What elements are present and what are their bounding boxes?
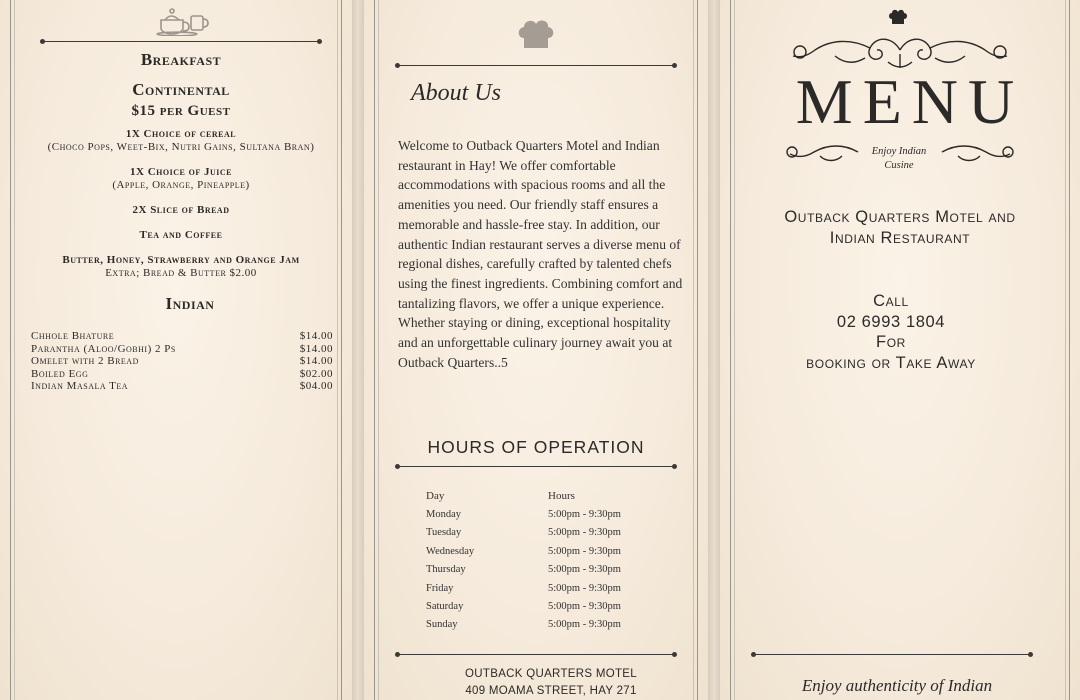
hours-time: 5:00pm - 9:30pm bbox=[548, 601, 621, 613]
hours-day: Saturday bbox=[426, 601, 464, 613]
breakfast-item-title: Butter, Honey, Strawberry and Orange Jam bbox=[62, 254, 300, 266]
breakfast-item-title: 1X Choice of cereal bbox=[125, 128, 237, 140]
tea-set-icon bbox=[155, 0, 209, 36]
about-body: Welcome to Outback Quarters Motel and Indian restaurant in Hay! We offer comfortable accommodations with spacious rooms and all the amenities you need. Our friendly staff ensures a memorable and hassle-free stay. In addition, our authentic Indian restaurant serves a diverse menu of regional dishes, carefully crafted by talented chefs using the finest ingredients. Combining comfort and tantalizing flavors, we offer a unique experience. Whether staying or dining, exceptional hospitality and an unforgettable culinary journey await you at Outback Quarters..5 bbox=[398, 138, 683, 370]
breakfast-item-title: 1X Choice of Juice bbox=[130, 166, 232, 178]
hours-time: 5:00pm - 9:30pm bbox=[548, 527, 621, 539]
chef-hat-icon bbox=[888, 9, 908, 25]
menu-item-price: $14.00 bbox=[299, 355, 333, 367]
hours-time: 5:00pm - 9:30pm bbox=[548, 582, 621, 594]
hours-table bbox=[426, 487, 646, 634]
breakfast-item-title: Tea and Coffee bbox=[139, 229, 223, 241]
table-row bbox=[426, 597, 646, 615]
top-divider bbox=[42, 41, 320, 42]
address-line2: 409 MOAMA STREET, HAY 271 bbox=[465, 685, 637, 697]
breakfast-item bbox=[0, 128, 362, 154]
hours-day: Friday bbox=[426, 582, 454, 594]
fold-shadow bbox=[352, 0, 364, 700]
table-row bbox=[426, 616, 646, 634]
breakfast-item bbox=[0, 254, 362, 280]
breakfast-item bbox=[0, 166, 362, 192]
bottom-divider bbox=[397, 654, 675, 655]
menu-item bbox=[31, 343, 333, 356]
about-heading: About Us bbox=[411, 80, 501, 106]
tagline-line1: Enjoy Indian bbox=[871, 146, 927, 157]
enjoy-text: Enjoy authenticity of Indian bbox=[801, 676, 993, 695]
menu-item bbox=[31, 368, 333, 381]
breakfast-item-detail: (Apple, Orange, Pineapple) bbox=[112, 179, 250, 191]
hours-heading: HOURS OF OPERATION bbox=[427, 437, 645, 457]
indian-menu-list bbox=[31, 330, 333, 393]
phone-number: 02 6993 1804 bbox=[836, 313, 946, 331]
call-label: Call bbox=[873, 292, 909, 310]
restaurant-name-line1: Outback Quarters Motel and bbox=[784, 208, 1016, 226]
hours-day: Sunday bbox=[426, 619, 458, 631]
col-day-header: Day bbox=[426, 490, 445, 503]
menu-title: MENU bbox=[795, 66, 1025, 137]
table-row bbox=[426, 561, 646, 579]
menu-item bbox=[31, 380, 333, 393]
menu-item bbox=[31, 355, 333, 368]
indian-heading: Indian bbox=[165, 294, 215, 313]
menu-item-price: $04.00 bbox=[299, 380, 333, 392]
breakfast-item-detail: (Choco Pops, Weet-Bix, Nutri Gains, Sultana Bran) bbox=[47, 141, 315, 153]
cover-panel bbox=[720, 0, 1080, 700]
table-row bbox=[426, 542, 646, 560]
breakfast-item-detail: Extra; Bread & Butter $2.00 bbox=[105, 267, 257, 279]
bottom-divider bbox=[753, 654, 1031, 655]
menu-item-price: $14.00 bbox=[299, 342, 333, 355]
address-line1: OUTBACK QUARTERS MOTEL bbox=[465, 668, 637, 680]
hours-day: Monday bbox=[426, 509, 461, 521]
table-row bbox=[426, 505, 646, 523]
breakfast-item-title: 2X Slice of Bread bbox=[132, 204, 230, 216]
menu-item-name: Omelet with 2 Bread bbox=[31, 355, 139, 367]
menu-item-price: $02.00 bbox=[299, 367, 333, 380]
tagline-line2: Cusine bbox=[884, 160, 914, 171]
menu-item-name: Parantha (Aloo/Gobhi) 2 Ps bbox=[31, 342, 176, 355]
booking-label: booking or Take Away bbox=[806, 354, 976, 372]
menu-item-price: $14.00 bbox=[299, 330, 333, 342]
menu-item bbox=[31, 330, 333, 343]
hours-day: Wednesday bbox=[426, 545, 475, 557]
hours-header-row bbox=[426, 487, 646, 505]
hours-time: 5:00pm - 9:30pm bbox=[548, 509, 621, 521]
hours-day: Thursday bbox=[426, 564, 466, 576]
chef-hat-icon bbox=[516, 18, 556, 50]
top-divider bbox=[397, 65, 675, 66]
hours-time: 5:00pm - 9:30pm bbox=[548, 564, 621, 576]
col-hours-header: Hours bbox=[548, 490, 575, 503]
menu-item-name: Chhole Bhature bbox=[31, 330, 115, 342]
about-panel bbox=[364, 0, 708, 700]
breakfast-panel bbox=[0, 0, 352, 700]
restaurant-name-line2: Indian Restaurant bbox=[829, 229, 971, 247]
hours-time: 5:00pm - 9:30pm bbox=[548, 545, 621, 557]
table-row bbox=[426, 524, 646, 542]
menu-item-name: Indian Masala Tea bbox=[31, 380, 129, 392]
breakfast-price: $15 per Guest bbox=[131, 103, 231, 119]
table-row bbox=[426, 579, 646, 597]
hours-divider bbox=[397, 466, 675, 467]
hours-day: Tuesday bbox=[426, 527, 462, 539]
breakfast-heading: Breakfast bbox=[140, 50, 222, 69]
menu-item-name: Boiled Egg bbox=[31, 367, 89, 380]
fold-shadow bbox=[708, 0, 720, 700]
for-label: For bbox=[876, 333, 906, 351]
hours-time: 5:00pm - 9:30pm bbox=[548, 619, 621, 631]
continental-heading: Continental bbox=[132, 80, 230, 99]
